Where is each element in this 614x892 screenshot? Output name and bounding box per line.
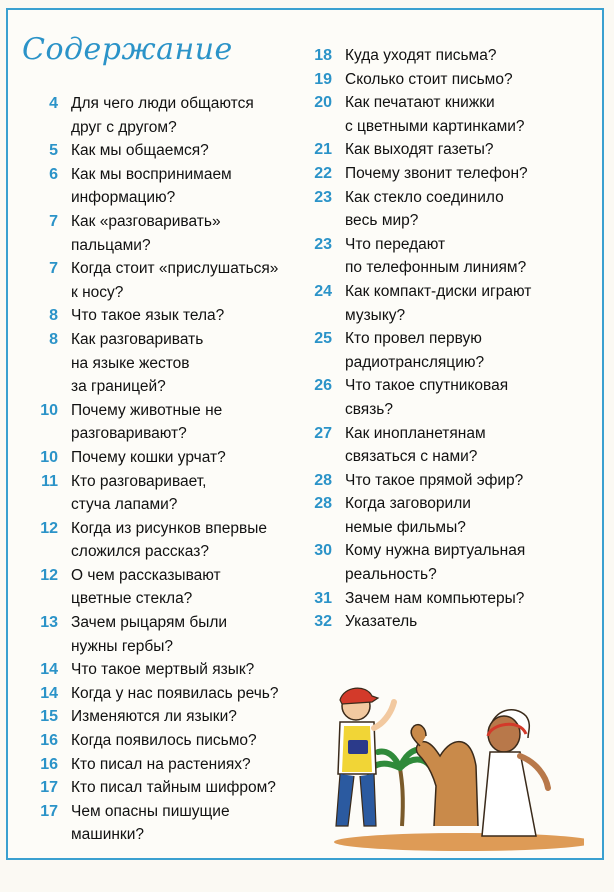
toc-entry-title: Когда у нас появилась речь? [71, 684, 279, 702]
toc-page-number: 32 [314, 613, 332, 631]
toc-entry [20, 328, 290, 399]
toc-entry [292, 610, 592, 634]
toc-page-number: 26 [314, 377, 332, 395]
toc-entry [20, 139, 290, 163]
toc-entry-title: Как разговаривать на языке жестов за границей? [71, 330, 204, 396]
toc-page-number: 10 [40, 448, 58, 466]
toc-entry-title: Кому нужна виртуальная реальность? [345, 542, 526, 584]
toc-entry [20, 682, 290, 706]
toc-page-number: 14 [40, 684, 58, 702]
toc-entry [20, 470, 290, 517]
toc-entry-title: Кто провел первую радиотрансляцию? [345, 330, 485, 371]
toc-entry [292, 44, 592, 68]
cartoon-illustration [314, 676, 584, 852]
toc-entry [292, 138, 592, 162]
toc-page-number: 14 [40, 661, 58, 679]
toc-entry-title: Как инопланетянам связаться с нами? [345, 424, 486, 466]
toc-entry [20, 399, 290, 446]
toc-entry [292, 539, 592, 586]
toc-page-number: 23 [314, 235, 332, 253]
toc-page-number: 4 [49, 95, 58, 112]
toc-entry-title: Что такое спутниковая связь? [345, 377, 509, 418]
toc-page-number: 17 [40, 802, 58, 820]
toc-entry-title: Как выходят газеты? [345, 141, 494, 159]
toc-entry [20, 210, 290, 257]
toc-entry [292, 587, 592, 611]
toc-entry-title: Зачем рыцарям были нужны гербы? [71, 614, 228, 655]
toc-page-number: 28 [314, 495, 332, 513]
toc-page-number: 18 [314, 47, 332, 64]
toc-page-number: 6 [49, 165, 58, 183]
toc-entry [292, 280, 592, 327]
toc-entry-title: Зачем нам компьютеры? [345, 589, 525, 607]
toc-entry [292, 492, 592, 539]
toc-entry-title: Куда уходят письма? [345, 47, 497, 64]
toc-page-number: 11 [41, 472, 58, 490]
toc-entry [20, 257, 290, 304]
toc-entry-title: Кто писал на растениях? [71, 755, 251, 773]
toc-page-number: 23 [314, 188, 332, 206]
toc-page-number: 7 [49, 212, 58, 230]
toc-entry [20, 446, 290, 470]
page-title: Содержание [22, 32, 233, 67]
toc-entry-title: Сколько стоит письмо? [345, 70, 513, 88]
toc-page-number: 16 [40, 732, 58, 750]
toc-page-number: 7 [49, 260, 58, 278]
tourist-camel-bedouin-icon [314, 676, 584, 852]
toc-page-number: 22 [314, 164, 332, 182]
toc-entry-title: Кто разговаривает, стуча лапами? [71, 472, 207, 514]
toc-entry-title: Что такое мертвый язык? [71, 661, 255, 679]
toc-entry-title: Когда из рисунков впервые сложился рассказ? [71, 519, 267, 561]
toc-entry-title: Как «разговаривать» пальцами? [71, 212, 221, 254]
toc-entry-title: Что такое прямой эфир? [345, 471, 524, 489]
toc-entry [20, 92, 290, 139]
toc-entry-title: Кто писал тайным шифром? [71, 779, 276, 797]
toc-entry [20, 729, 290, 753]
toc-page-number: 31 [314, 589, 332, 607]
toc-page-number: 8 [49, 307, 58, 325]
toc-page-number: 27 [314, 424, 332, 442]
toc-left-column [20, 92, 290, 847]
toc-entry-title: Когда заговорили немые фильмы? [345, 495, 471, 536]
toc-entry [292, 186, 592, 233]
toc-entry [20, 705, 290, 729]
toc-page-number: 19 [314, 70, 332, 88]
toc-entry-title: Когда стоит «прислушаться» к носу? [71, 260, 279, 301]
toc-entry-title: Что такое язык тела? [71, 307, 225, 325]
toc-page-number: 20 [314, 94, 332, 112]
toc-entry-title: Когда появилось письмо? [71, 732, 257, 750]
toc-right-column [292, 44, 592, 634]
toc-page-number: 8 [49, 330, 58, 348]
toc-entry-title: Почему животные не разговаривают? [71, 401, 223, 443]
toc-page-number: 17 [40, 779, 58, 797]
toc-page-number: 25 [314, 330, 332, 348]
toc-entry [20, 163, 290, 210]
toc-entry [20, 776, 290, 800]
toc-page-number: 10 [40, 401, 58, 419]
toc-entry-title: Для чего люди общаются друг с другом? [71, 95, 254, 136]
toc-entry [20, 658, 290, 682]
toc-entry [20, 611, 290, 658]
toc-entry [292, 469, 592, 493]
toc-entry [20, 517, 290, 564]
toc-page-number: 21 [314, 141, 332, 159]
toc-entry [20, 304, 290, 328]
toc-page-number: 16 [40, 755, 58, 773]
toc-page-number: 13 [40, 614, 58, 632]
toc-page-number: 28 [314, 471, 332, 489]
toc-entry-title: Почему звонит телефон? [345, 164, 528, 182]
toc-entry-title: Чем опасны пишущие машинки? [71, 802, 230, 844]
toc-page-number: 12 [40, 566, 58, 584]
toc-entry-title: Как мы общаемся? [71, 142, 209, 160]
toc-entry [20, 564, 290, 611]
toc-entry-title: Почему кошки урчат? [71, 448, 226, 466]
toc-entry [292, 162, 592, 186]
toc-page-number: 12 [40, 519, 58, 537]
toc-entry-title: Как стекло соединило весь мир? [345, 188, 504, 230]
toc-page-number: 15 [40, 708, 58, 726]
toc-entry [292, 422, 592, 469]
toc-page-number: 24 [314, 282, 332, 300]
toc-entry-title: Как компакт-диски играют музыку? [345, 282, 532, 324]
toc-entry [292, 68, 592, 92]
toc-entry [20, 800, 290, 847]
toc-entry-title: Как печатают книжки с цветными картинками? [345, 94, 525, 135]
toc-entry [292, 374, 592, 421]
toc-entry [20, 753, 290, 777]
toc-entry-title: Что передают по телефонным линиям? [345, 235, 527, 277]
toc-page-number: 5 [49, 142, 58, 160]
toc-entry [292, 233, 592, 280]
toc-entry [292, 91, 592, 138]
toc-entry [292, 327, 592, 374]
toc-entry-title: Изменяются ли языки? [71, 708, 237, 726]
toc-entry-title: О чем рассказывают цветные стекла? [71, 566, 221, 608]
toc-entry-title: Как мы воспринимаем информацию? [71, 165, 232, 207]
toc-entry-title: Указатель [345, 613, 418, 631]
toc-page-number: 30 [314, 542, 332, 560]
